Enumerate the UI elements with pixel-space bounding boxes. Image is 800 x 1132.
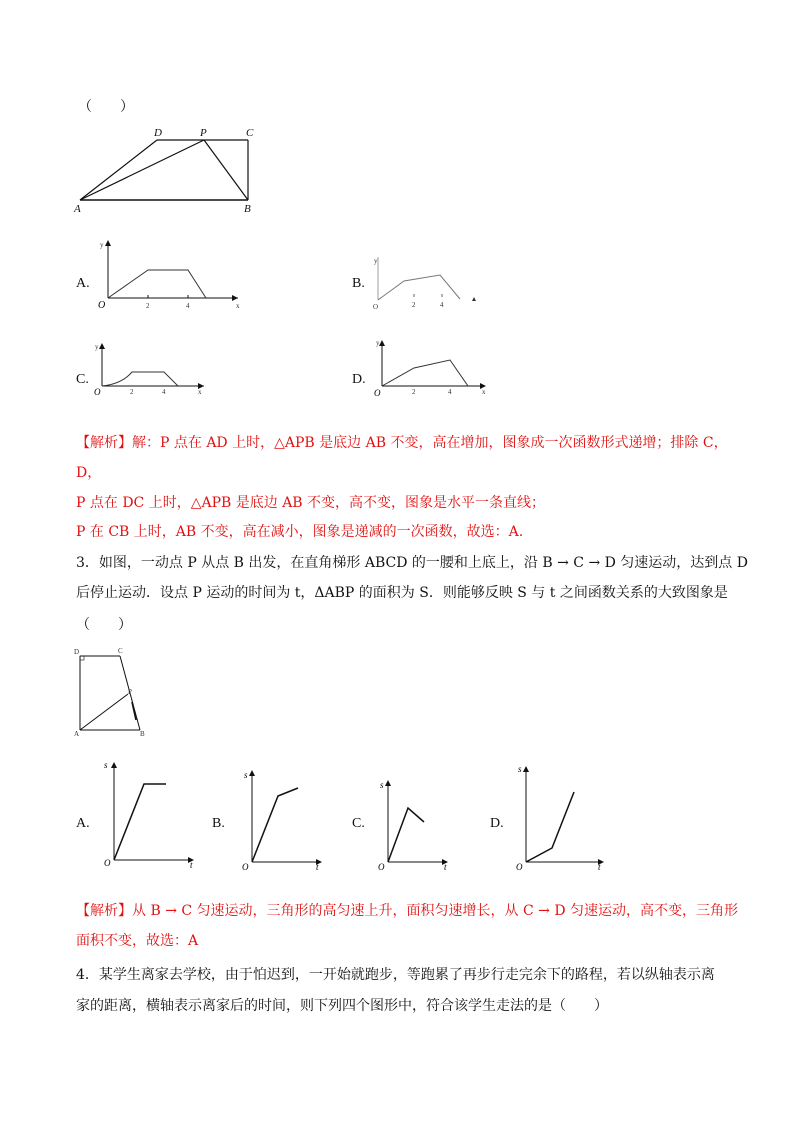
axis-s: s: [380, 780, 384, 790]
q2-option-b-graph: [370, 245, 490, 320]
q2-option-a-graph: [92, 238, 242, 313]
q3-option-c-label: C.: [352, 816, 365, 831]
q2-solution-line-3: P 点在 DC 上时，△APB 是底边 AB 不变，高不变，图象是水平一条直线；: [76, 495, 546, 511]
axis-s: s: [244, 770, 248, 780]
tick-2: 2: [412, 301, 416, 309]
q2-solution-line-1: 【解析】解：P 点在 AD 上时，△APB 是底边 AB 不变，高在增加，图象成一次函数形式递增；排除 C，: [76, 435, 728, 451]
q3-stem-line-2: 后停止运动．设点 P 运动的时间为 t，ΔABP 的面积为 S．则能够反映 S 与 t 之间函数关系的大致图象是: [76, 585, 728, 601]
label-C: C: [246, 127, 254, 139]
q2-solution-line-2: D，: [76, 465, 102, 481]
tick-2: 2: [412, 388, 416, 396]
tick-2: 2: [146, 302, 150, 310]
tick-4: 4: [440, 301, 444, 309]
q2-option-a-label: A.: [76, 276, 90, 291]
tick-4: 4: [186, 302, 190, 310]
q3-option-a-label: A.: [76, 816, 90, 831]
axis-origin: O: [516, 862, 523, 872]
axis-t: t: [190, 860, 193, 870]
q4-stem-line-1: 4．某学生离家去学校，由于怕迟到，一开始就跑步，等跑累了再步行走完余下的路程，若以纵轴表示离: [76, 967, 715, 983]
axis-origin: O: [98, 300, 106, 311]
q3-solution-line-2: 面积不变，故选：A: [76, 933, 199, 949]
label-C: C: [118, 647, 123, 655]
label-D: D: [74, 648, 80, 656]
tick-4: 4: [162, 388, 166, 396]
axis-s: s: [518, 764, 522, 774]
q2-option-d-graph: [370, 336, 490, 398]
axis-y: y: [95, 343, 99, 351]
axis-y: y: [374, 257, 378, 265]
axis-origin: O: [104, 858, 111, 868]
axis-x: x: [198, 388, 202, 396]
q3-answer-paren: （ ）: [76, 617, 132, 633]
label-A: A: [74, 730, 80, 738]
q2-option-b-label: B.: [352, 276, 365, 291]
q2-solution-line-4: P 在 CB 上时，AB 不变，高在减小，图象是递减的一次函数，故选：A.: [76, 524, 524, 540]
q3-stem-line-1: 3．如图，一动点 P 从点 B 出发，在直角梯形 ABCD 的一腰和上底上，沿 B → C → D 匀速运动，达到点 D: [76, 555, 748, 571]
axis-origin: O: [242, 862, 249, 872]
q2-option-c-graph: [92, 340, 212, 400]
axis-t: t: [316, 862, 319, 872]
q4-stem-line-2: 家的距离，横轴表示离家后的时间，则下列四个图形中，符合该学生走法的是（ ）: [76, 998, 608, 1014]
label-D: D: [154, 127, 162, 139]
axis-y: y: [376, 339, 380, 347]
axis-y: y: [100, 241, 104, 249]
axis-origin: O: [374, 388, 381, 398]
q3-option-b-label: B.: [212, 816, 225, 831]
q2-option-c-label: C.: [76, 372, 89, 387]
axis-origin: O: [373, 303, 379, 311]
axis-t: t: [598, 862, 601, 872]
q3-solution-line-1: 【解析】从 B → C 匀速运动，三角形的高匀速上升，面积匀速增长，从 C → D 匀速运动，高不变，三角形: [76, 903, 738, 919]
tick-2: 2: [130, 388, 134, 396]
label-A: A: [74, 203, 81, 215]
q3-option-a-graph: [100, 756, 200, 870]
q2-answer-paren: （ ）: [78, 99, 134, 115]
axis-t: t: [444, 862, 447, 872]
q3-option-b-graph: [238, 762, 328, 872]
tick-4: 4: [448, 388, 452, 396]
label-B: B: [140, 730, 145, 738]
axis-s: s: [104, 760, 108, 770]
q3-option-d-graph: [512, 760, 612, 870]
label-P: P: [128, 688, 132, 696]
axis-origin: O: [94, 387, 101, 397]
q2-trapezoid-figure: [70, 124, 270, 214]
axis-x: x: [482, 388, 486, 396]
q3-option-d-label: D.: [490, 816, 504, 831]
q2-option-d-label: D.: [352, 372, 366, 387]
axis-x: x: [236, 302, 240, 310]
axis-origin: O: [378, 862, 385, 872]
label-P: P: [200, 127, 207, 139]
q3-trapezoid-figure: [74, 644, 154, 739]
label-B: B: [244, 203, 251, 215]
q3-option-c-graph: [374, 772, 454, 872]
